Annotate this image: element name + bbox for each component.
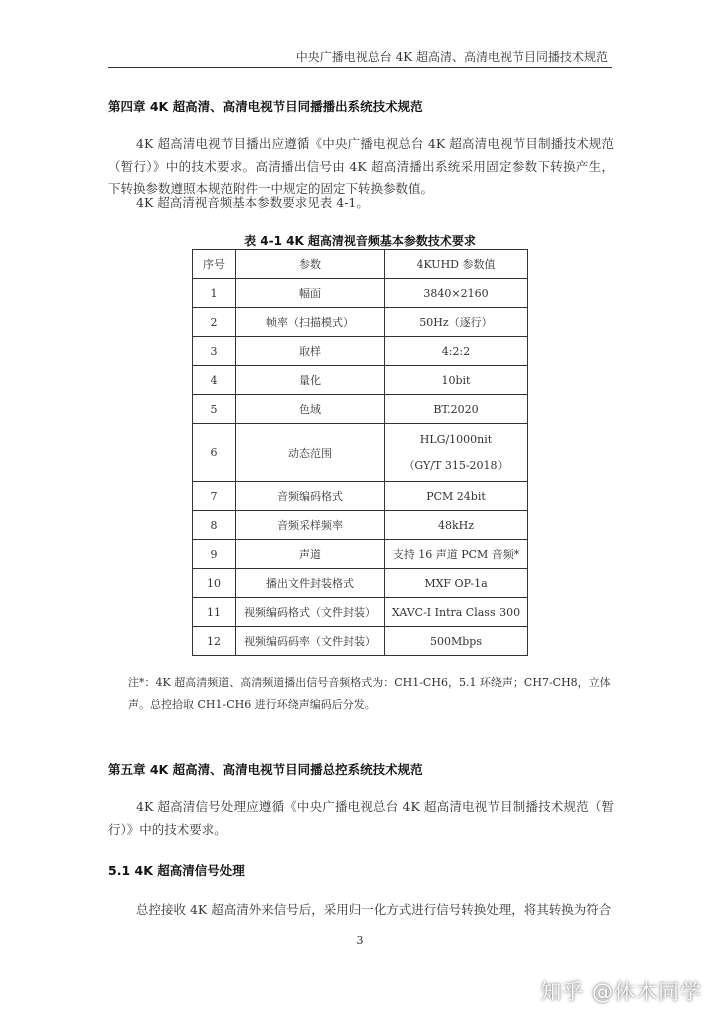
page-header-title: 中央广播电视总台 4K 超高清、高清电视节目同播技术规范	[295, 50, 608, 64]
row-param: 量化	[236, 366, 385, 395]
row-no: 3	[193, 337, 236, 366]
section-5-1-heading: 5.1 4K 超高清信号处理	[108, 863, 245, 878]
row-param: 幅面	[236, 279, 385, 308]
row-value: XAVC-I Intra Class 300	[385, 598, 528, 627]
chapter5-paragraph-1: 4K 超高清信号处理应遵循《中央广播电视总台 4K 超高清电视节目制播技术规范（暂行）》中的技术要求。	[108, 799, 614, 837]
row-value: 支持 16 声道 PCM 音频*	[385, 540, 528, 569]
row-param: 色域	[236, 395, 385, 424]
header-cell-no: 序号	[193, 250, 236, 279]
page-number: 3	[356, 934, 364, 947]
table-row	[193, 337, 528, 366]
row-no: 7	[193, 482, 236, 511]
row-param: 音频编码格式	[236, 482, 385, 511]
row-value: 10bit	[385, 366, 528, 395]
chapter4-paragraph-2: 4K 超高清视音频基本参数要求见表 4-1。	[136, 195, 369, 210]
row-param: 音频采样频率	[236, 511, 385, 540]
table-row	[193, 482, 528, 511]
chapter5-heading: 第五章 4K 超高清、高清电视节目同播总控系统技术规范	[108, 762, 423, 777]
row-value: MXF OP-1a	[385, 569, 528, 598]
table-row	[193, 395, 528, 424]
row-no: 8	[193, 511, 236, 540]
row-value-line-2: （GY/T 315-2018）	[403, 458, 509, 472]
table-footnote: 注*：4K 超高清频道、高清频道播出信号音频格式为：CH1-CH6，5.1 环绕声；CH7-CH8，立体声。总控拾取 CH1-CH6 进行环绕声编码后分发。	[128, 676, 611, 711]
table-caption: 表 4-1 4K 超高清视音频基本参数技术要求	[244, 234, 476, 248]
row-value: 48kHz	[385, 511, 528, 540]
row-param: 取样	[236, 337, 385, 366]
header-rule	[108, 67, 612, 68]
table-row	[193, 540, 528, 569]
row-param: 声道	[236, 540, 385, 569]
row-no: 11	[193, 598, 236, 627]
table-row	[193, 366, 528, 395]
table-header-row	[193, 250, 528, 279]
row-no: 6	[193, 424, 236, 482]
row-value	[385, 424, 528, 482]
row-param: 帧率（扫描模式）	[236, 308, 385, 337]
row-param: 动态范围	[236, 424, 385, 482]
table-row	[193, 279, 528, 308]
row-value-line-1: HLG/1000nit	[419, 432, 493, 446]
table-row	[193, 424, 528, 482]
row-no: 9	[193, 540, 236, 569]
table-row	[193, 511, 528, 540]
table-row	[193, 308, 528, 337]
table-row	[193, 598, 528, 627]
row-no: 10	[193, 569, 236, 598]
table-row	[193, 569, 528, 598]
header-cell-value: 4KUHD 参数值	[385, 250, 528, 279]
row-no: 2	[193, 308, 236, 337]
row-value: 500Mbps	[385, 627, 528, 656]
section-5-1-paragraph: 总控接收 4K 超高清外来信号后，采用归一化方式进行信号转换处理，将其转换为符合	[136, 902, 612, 917]
row-no: 5	[193, 395, 236, 424]
watermark-text: 知乎 @休木同学	[540, 980, 702, 1004]
row-no: 4	[193, 366, 236, 395]
row-value: BT.2020	[385, 395, 528, 424]
chapter4-paragraph-1: 4K 超高清电视节目播出应遵循《中央广播电视总台 4K 超高清电视节目制播技术规范（暂行）》中的技术要求。高清播出信号由 4K 超高清播出系统采用固定参数下转换产生，下转换参数遵照本规范附件一中规定的固定下转换参数值。	[108, 136, 614, 196]
row-param: 播出文件封装格式	[236, 569, 385, 598]
row-value: 3840×2160	[385, 279, 528, 308]
header-cell-param: 参数	[236, 250, 385, 279]
chapter4-heading: 第四章 4K 超高清、高清电视节目同播播出系统技术规范	[108, 99, 423, 114]
row-no: 1	[193, 279, 236, 308]
row-value: PCM 24bit	[385, 482, 528, 511]
row-param: 视频编码码率（文件封装）	[236, 627, 385, 656]
row-param: 视频编码格式（文件封装）	[236, 598, 385, 627]
row-value: 50Hz（逐行）	[385, 308, 528, 337]
spec-table	[192, 249, 528, 656]
row-value: 4:2:2	[385, 337, 528, 366]
row-no: 12	[193, 627, 236, 656]
table-row	[193, 627, 528, 656]
